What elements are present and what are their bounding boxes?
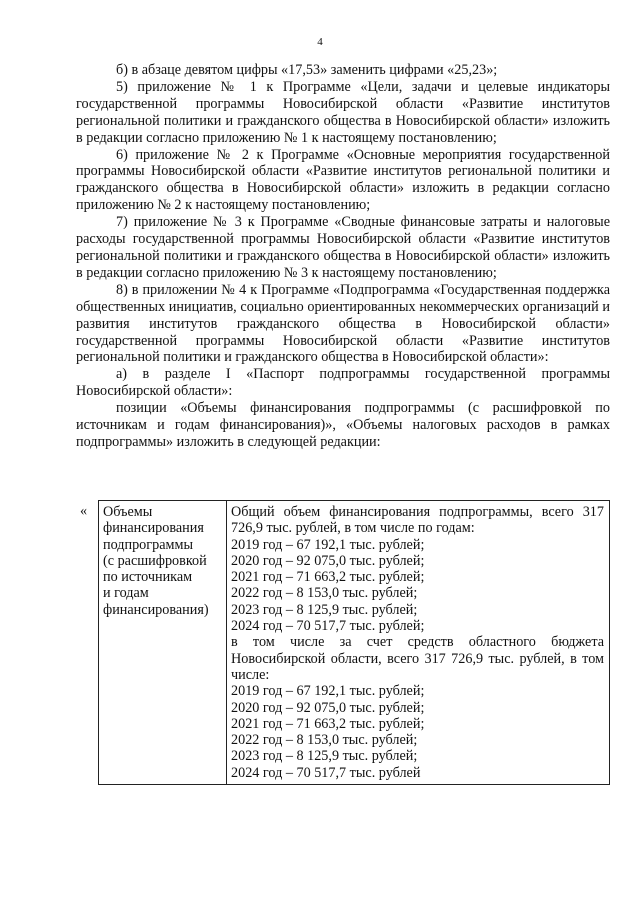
funding-table xyxy=(98,500,610,785)
year-total-line: 2022 год – 8 153,0 тыс. рублей; xyxy=(231,585,418,602)
regional-intro: в том числе за счет средств областного бюджета Новосибирской области, всего 317 726,9 тыс. рублей, в том числе: xyxy=(231,634,604,683)
paragraph-positions: позиции «Объемы финансирования подпрограммы (с расшифровкой по источникам и годам финансирования)», «Объемы налоговых расходов в рамках подпрограммы» изложить в следующей редакции: xyxy=(76,400,610,450)
year-total-line: 2024 год – 70 517,7 тыс. рублей; xyxy=(231,618,425,635)
year-total-line: 2023 год – 8 125,9 тыс. рублей; xyxy=(231,601,418,618)
paragraph-b-abzac: б) в абзаце девятом цифры «17,53» заменить цифрами «25,23»; xyxy=(116,62,498,78)
label-line: по источникам xyxy=(103,569,193,586)
paragraph-item-7: 7) приложение № 3 к Программе «Сводные финансовые затраты и налоговые расходы государственной программы Новосибирской области «Развитие институтов региональной политики и гражданского общества в Новосибирской области» изложить в редакции согласно приложению № 3 к настоящему постановлению; xyxy=(76,214,610,281)
paragraph-item-6: 6) приложение № 2 к Программе «Основные мероприятия государственной программы Новосибирской области «Развитие институтов региональной политики и гражданского общества в Новосибирской области» изложить в редакции согласно приложению № 2 к настоящему постановлению; xyxy=(76,146,610,214)
label-cell xyxy=(99,501,227,785)
label-line: финансирования) xyxy=(103,601,209,618)
page-number: 4 xyxy=(317,36,323,48)
opening-quote: « xyxy=(80,503,88,519)
paragraph-item-8a: а) в разделе I «Паспорт подпрограммы государственной программы Новосибирской области»: xyxy=(76,366,610,400)
table-row xyxy=(99,501,610,785)
value-cell xyxy=(227,501,610,785)
year-regional-line: 2022 год – 8 153,0 тыс. рублей; xyxy=(231,732,418,749)
year-total-line: 2020 год – 92 075,0 тыс. рублей; xyxy=(231,552,425,569)
label-line: финансирования xyxy=(103,520,204,537)
total-intro: Общий объем финансирования подпрограммы, всего 317 726,9 тыс. рублей, в том числе по годам: xyxy=(231,504,604,537)
document-body xyxy=(76,62,610,451)
year-regional-line: 2023 год – 8 125,9 тыс. рублей; xyxy=(231,748,418,765)
year-total-line: 2019 год – 67 192,1 тыс. рублей; xyxy=(231,536,425,553)
year-regional-line: 2024 год – 70 517,7 тыс. рублей xyxy=(231,764,421,781)
label-line: (с расшифровкой xyxy=(103,552,207,569)
year-total-line: 2021 год – 71 663,2 тыс. рублей; xyxy=(231,569,425,586)
year-regional-line: 2021 год – 71 663,2 тыс. рублей; xyxy=(231,715,425,732)
paragraph-item-8: 8) в приложении № 4 к Программе «Подпрограмма «Государственная поддержка общественных инициатив, социально ориентированных некоммерческих организаций и развития институтов гражданского общества в Новосибирской области» государственной программы Новосибирской области «Развитие институтов региональной политики и гражданского общества в Новосибирской области»: xyxy=(76,281,610,366)
year-regional-line: 2020 год – 92 075,0 тыс. рублей; xyxy=(231,699,425,716)
label-line: подпрограммы xyxy=(103,536,193,553)
paragraph-item-5: 5) приложение № 1 к Программе «Цели, задачи и целевые индикаторы государственной программы Новосибирской области «Развитие институтов региональной политики и гражданского общества в Новосибирской области» изложить в редакции согласно приложению № 1 к настоящему постановлению; xyxy=(76,78,610,146)
label-line: Объемы xyxy=(103,504,153,520)
year-regional-line: 2019 год – 67 192,1 тыс. рублей; xyxy=(231,683,425,700)
label-line: и годам xyxy=(103,585,149,602)
